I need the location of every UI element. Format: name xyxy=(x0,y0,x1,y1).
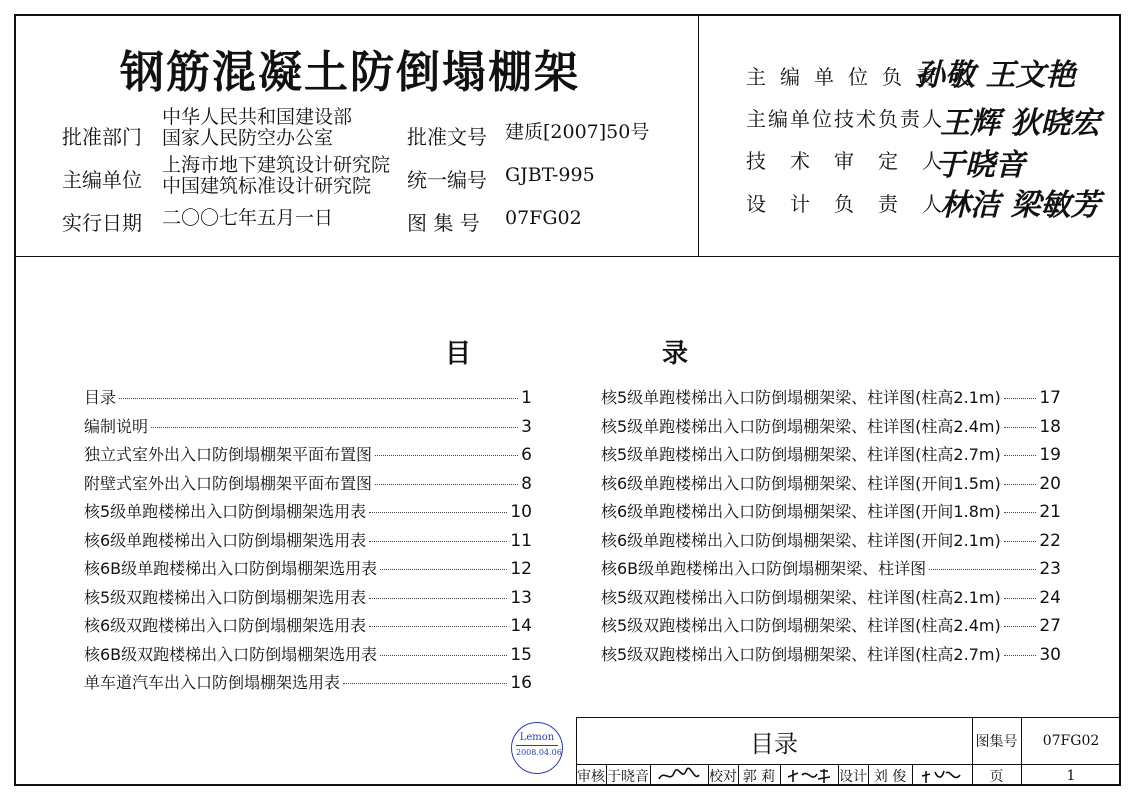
approval-dept-label: 批准部门 xyxy=(62,125,142,149)
toc-leader-dots xyxy=(119,398,518,399)
editor-line-1: 上海市地下建筑设计研究院 xyxy=(162,154,391,176)
toc-leader-dots xyxy=(1004,427,1037,428)
check-signature xyxy=(780,765,838,786)
signature-tech-director: 王辉 狄晓宏 xyxy=(940,106,1101,141)
toc-entry-title: 核6级单跑楼梯出入口防倒塌棚架梁、柱详图(开间1.8m) xyxy=(601,502,1001,521)
toc-right-entry[interactable] xyxy=(601,528,1061,551)
toc-leader-dots xyxy=(380,655,507,656)
approval-dept-line-2: 国家人民防空办公室 xyxy=(162,127,334,149)
toc-entry-page: 22 xyxy=(1039,530,1061,551)
toc-leader-dots xyxy=(343,683,507,684)
toc-right-entry[interactable] xyxy=(601,613,1061,636)
toc-leader-dots xyxy=(375,455,518,456)
toc-left-entry[interactable] xyxy=(84,385,532,408)
toc-leader-dots xyxy=(380,569,507,570)
toc-leader-dots xyxy=(369,541,507,542)
toc-left-entry[interactable] xyxy=(84,414,532,437)
toc-entry-page: 12 xyxy=(510,559,532,579)
sig-label-design-lead: 设计负责人 xyxy=(746,192,966,216)
toc-entry-title: 核6B级单跑楼梯出入口防倒塌棚架选用表 xyxy=(84,559,378,578)
editor-line-2: 中国建筑标准设计研究院 xyxy=(162,175,372,197)
date-stamp xyxy=(511,722,563,774)
toc-right-entry[interactable] xyxy=(601,499,1061,522)
sig-label-tech-director: 主编单位技术负责人 xyxy=(746,107,944,131)
toc-entry-page: 23 xyxy=(1039,559,1061,579)
toc-entry-title: 独立式室外出入口防倒塌棚架平面布置图 xyxy=(84,445,373,464)
toc-leader-dots xyxy=(1004,655,1037,656)
toc-entry-title: 核5级双跑楼梯出入口防倒塌棚架选用表 xyxy=(84,587,367,607)
toc-left-entry[interactable] xyxy=(84,642,532,665)
effective-date-label: 实行日期 xyxy=(62,211,142,235)
toc-left-entry[interactable] xyxy=(84,499,532,522)
approval-doc-value: 建质[2007]50号 xyxy=(505,121,650,143)
toc-entry-page: 15 xyxy=(510,644,532,665)
toc-entry-page: 1 xyxy=(521,388,532,408)
toc-left-entry[interactable] xyxy=(84,556,532,579)
toc-entry-page: 30 xyxy=(1039,644,1061,665)
toc-entry-page: 16 xyxy=(510,673,532,693)
toc-entry-page: 6 xyxy=(521,445,532,465)
toc-entry-page: 21 xyxy=(1039,502,1061,522)
toc-left-entry[interactable] xyxy=(84,670,532,693)
toc-right-entry[interactable] xyxy=(601,585,1061,608)
toc-entry-page: 3 xyxy=(521,416,532,437)
toc-entry-title: 核6级双跑楼梯出入口防倒塌棚架选用表 xyxy=(84,616,367,635)
signature-chief-editor: 孙敬 王文艳 xyxy=(915,58,1076,93)
toc-leader-dots xyxy=(1004,398,1037,399)
design-name: 刘 俊 xyxy=(873,768,907,785)
page-title: 钢筋混凝土防倒塌棚架 xyxy=(120,47,580,98)
toc-entry-title: 核5级单跑楼梯出入口防倒塌棚架梁、柱详图(柱高2.7m) xyxy=(601,445,1001,464)
toc-leader-dots xyxy=(1004,484,1037,485)
toc-heading-right: 录 xyxy=(662,339,689,369)
toc-entry-page: 13 xyxy=(510,587,532,608)
toc-entry-page: 18 xyxy=(1039,416,1061,437)
toc-entry-title: 核6级单跑楼梯出入口防倒塌棚架梁、柱详图(开间2.1m) xyxy=(601,530,1001,550)
toc-leader-dots xyxy=(151,427,518,428)
toc-leader-dots xyxy=(1004,541,1037,542)
editor-label: 主编单位 xyxy=(62,168,142,192)
toc-entry-page: 10 xyxy=(510,502,532,522)
toc-left-entry[interactable] xyxy=(84,585,532,608)
toc-entry-title: 核6B级单跑楼梯出入口防倒塌棚架梁、柱详图 xyxy=(601,559,927,578)
toc-right-entry[interactable] xyxy=(601,471,1061,494)
page-value: 1 xyxy=(1066,767,1076,784)
sig-label-tech-review: 技术审定人 xyxy=(746,149,966,173)
toc-leader-dots xyxy=(1004,598,1037,599)
toc-entry-title: 核6级单跑楼梯出入口防倒塌棚架选用表 xyxy=(84,530,367,550)
toc-leader-dots xyxy=(1004,512,1037,513)
toc-left-entry[interactable] xyxy=(84,442,532,465)
toc-leader-dots xyxy=(375,484,518,485)
header-divider xyxy=(14,256,1121,257)
unified-no-value: GJBT-995 xyxy=(505,164,595,186)
page-label: 页 xyxy=(989,768,1004,785)
unified-no-label: 统一编号 xyxy=(407,168,487,192)
toc-leader-dots xyxy=(929,569,1036,570)
atlas-no-value: 07FG02 xyxy=(505,207,582,229)
toc-entry-title: 核5级单跑楼梯出入口防倒塌棚架梁、柱详图(柱高2.1m) xyxy=(601,388,1001,407)
toc-entry-title: 核6B级双跑楼梯出入口防倒塌棚架选用表 xyxy=(84,644,378,664)
toc-leader-dots xyxy=(369,512,507,513)
header-vertical-divider xyxy=(698,14,699,257)
check-label: 校对 xyxy=(709,768,737,785)
design-signature xyxy=(912,765,972,786)
stamp-line-1: Lemon xyxy=(519,732,555,743)
toc-entry-title: 核5级双跑楼梯出入口防倒塌棚架梁、柱详图(柱高2.7m) xyxy=(601,644,1001,664)
toc-leader-dots xyxy=(369,598,507,599)
review-name: 于晓音 xyxy=(607,768,649,785)
toc-leader-dots xyxy=(1004,626,1037,627)
toc-right-entry[interactable] xyxy=(601,385,1061,408)
review-label: 审核 xyxy=(577,768,605,785)
design-label: 设计 xyxy=(839,768,867,785)
toc-entry-page: 20 xyxy=(1039,473,1061,494)
toc-entry-page: 17 xyxy=(1039,388,1061,408)
toc-entry-title: 核5级单跑楼梯出入口防倒塌棚架选用表 xyxy=(84,502,367,521)
toc-entry-title: 附壁式室外出入口防倒塌棚架平面布置图 xyxy=(84,473,373,493)
atlas-no-label: 图 集 号 xyxy=(407,211,480,235)
toc-entry-page: 19 xyxy=(1039,445,1061,465)
toc-entry-title: 核5级双跑楼梯出入口防倒塌棚架梁、柱详图(柱高2.4m) xyxy=(601,616,1001,635)
toc-entry-page: 11 xyxy=(510,530,532,551)
signature-design-lead: 林洁 梁敏芳 xyxy=(940,188,1101,223)
toc-entry-page: 24 xyxy=(1039,587,1061,608)
title-block-name: 目录 xyxy=(750,729,798,758)
toc-right-entry[interactable] xyxy=(601,642,1061,665)
toc-left-entry[interactable] xyxy=(84,528,532,551)
title-block-atlas-label: 图集号 xyxy=(975,734,1018,750)
approval-dept-line-1: 中华人民共和国建设部 xyxy=(162,106,353,128)
toc-entry-title: 核5级单跑楼梯出入口防倒塌棚架梁、柱详图(柱高2.4m) xyxy=(601,416,1001,436)
toc-leader-dots xyxy=(1004,455,1037,456)
title-block-atlas-value: 07FG02 xyxy=(1042,733,1100,749)
toc-entry-title: 核5级双跑楼梯出入口防倒塌棚架梁、柱详图(柱高2.1m) xyxy=(601,587,1001,607)
toc-heading-left: 目 xyxy=(445,339,472,369)
toc-entry-title: 核6级单跑楼梯出入口防倒塌棚架梁、柱详图(开间1.5m) xyxy=(601,473,1001,493)
approval-doc-label: 批准文号 xyxy=(407,125,487,149)
toc-right-entry[interactable] xyxy=(601,414,1061,437)
sig-label-chief-editor: 主编单位负责人 xyxy=(746,65,984,89)
toc-right-entry[interactable] xyxy=(601,442,1061,465)
toc-left-entry[interactable] xyxy=(84,471,532,494)
review-signature xyxy=(650,765,708,786)
toc-entry-title: 单车道汽车出入口防倒塌棚架选用表 xyxy=(84,673,341,692)
stamp-line-2: 2008.04.06 xyxy=(516,745,558,757)
toc-entry-page: 8 xyxy=(521,473,532,494)
toc-entry-page: 14 xyxy=(510,616,532,636)
signature-tech-review: 于晓音 xyxy=(935,148,1025,183)
toc-entry-title: 编制说明 xyxy=(84,416,149,436)
effective-date-value: 二〇〇七年五月一日 xyxy=(162,207,334,229)
toc-leader-dots xyxy=(369,626,507,627)
check-name: 郭 莉 xyxy=(742,768,776,785)
toc-entry-page: 27 xyxy=(1039,616,1061,636)
toc-right-entry[interactable] xyxy=(601,556,1061,579)
toc-left-entry[interactable] xyxy=(84,613,532,636)
toc-entry-title: 目录 xyxy=(84,388,117,407)
